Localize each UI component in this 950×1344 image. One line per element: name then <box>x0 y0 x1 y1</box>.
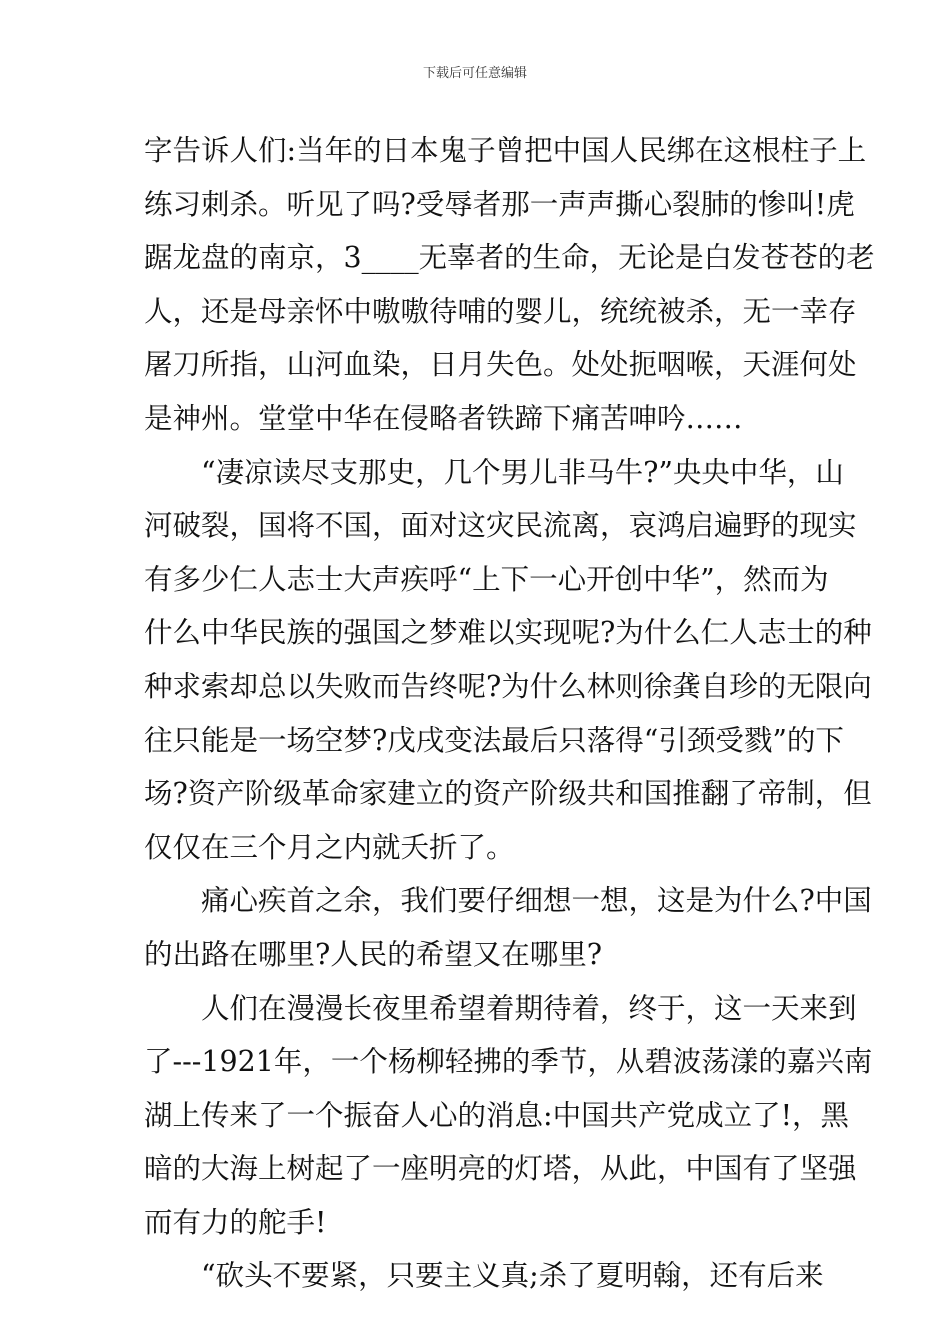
text-line: 人，还是母亲怀中嗷嗷待哺的婴儿，统统被杀，无一幸存 <box>144 294 857 328</box>
text-line: 种求索却总以失败而告终呢?为什么林则徐龚自珍的无限向 <box>144 669 872 703</box>
text-line: 的出路在哪里?人民的希望又在哪里? <box>144 937 603 971</box>
text-line: 人们在漫漫长夜里希望着期待着，终于，这一天来到 <box>144 991 857 1025</box>
text-line: 仅仅在三个月之内就夭折了。 <box>144 830 515 864</box>
text-line: 河破裂，国将不国，面对这灾民流离，哀鸿启遍野的现实 <box>144 509 857 543</box>
text-line: 场?资产阶级革命家建立的资产阶级共和国推翻了帝制，但 <box>144 777 872 811</box>
text-line: 湖上传来了一个振奋人心的消息:中国共产党成立了!，黑 <box>144 1098 850 1132</box>
text-line: 往只能是一场空梦?戊戌变法最后只落得“引颈受戮”的下 <box>144 723 844 757</box>
text-line: 是神州。堂堂中华在侵略者铁蹄下痛苦呻吟…… <box>144 401 743 435</box>
page-header: 下载后可任意编辑 <box>422 66 527 81</box>
text-line: 练习刺杀。听见了吗?受辱者那一声声撕心裂肺的惨叫!虎 <box>144 187 855 221</box>
text-line: 屠刀所指，山河血染，日月失色。处处扼咽喉，天涯何处 <box>144 348 857 382</box>
text-line: 踞龙盘的南京，3____无辜者的生命，无论是白发苍苍的老 <box>144 241 875 275</box>
text-line: 有多少仁人志士大声疾呼“上下一心开创中华”，然而为 <box>144 562 829 596</box>
text-line: 而有力的舵手! <box>144 1205 327 1239</box>
text-line: 暗的大海上树起了一座明亮的灯塔，从此，中国有了坚强 <box>144 1152 857 1186</box>
text-line: “砍头不要紧，只要主义真;杀了夏明翰，还有后来 <box>144 1259 824 1293</box>
document-body <box>144 124 875 1303</box>
text-line: 字告诉人们:当年的日本鬼子曾把中国人民绑在这根柱子上 <box>144 134 867 167</box>
text-line: 了---1921年，一个杨柳轻拂的季节，从碧波荡漾的嘉兴南 <box>144 1045 873 1079</box>
text-line: 痛心疾首之余，我们要仔细想一想，这是为什么?中国 <box>144 884 872 918</box>
text-line: “凄凉读尽支那史，几个男儿非马牛?”央央中华，山 <box>144 455 844 489</box>
text-line: 什么中华民族的强国之梦难以实现呢?为什么仁人志士的种 <box>144 616 872 650</box>
